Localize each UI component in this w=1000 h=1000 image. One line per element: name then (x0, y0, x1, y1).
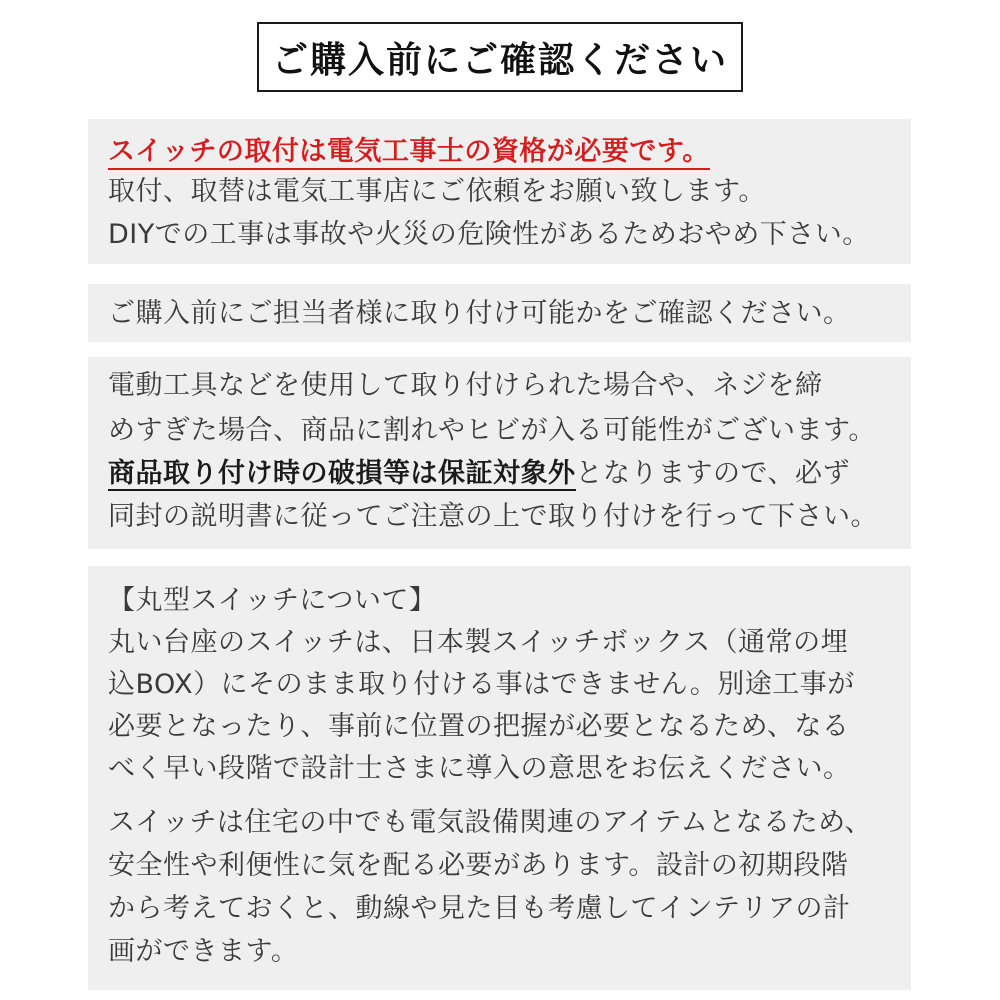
warranty-exclusion: 商品取り付け時の破損等は保証対象外 (108, 458, 576, 489)
round-switch-para1-line: 込BOX）にそのまま取り付ける事はできません。別途工事が (108, 669, 855, 700)
license-warning: スイッチの取付は電気工事士の資格が必要です。 (108, 136, 710, 170)
license-warning-line (108, 134, 710, 170)
confirm-installation-panel (88, 284, 911, 342)
damage-notice-line-1: 電動工具などを使用して取り付けられた場合や、ネジを締 (108, 370, 823, 401)
round-switch-para1-line: 必要となったり、事前に位置の把握が必要となるため、なる (108, 711, 850, 742)
damage-notice-line-4: 同封の説明書に従ってご注意の上で取り付けを行って下さい。 (108, 501, 878, 532)
round-switch-heading: 【丸型スイッチについて】 (108, 585, 437, 616)
damage-notice-line-2: めすぎた場合、商品に割れやヒビが入る可能性がございます。 (108, 415, 876, 446)
damage-notice-line-3-rest: となりますので、必ず (575, 458, 850, 489)
round-switch-panel (88, 566, 911, 990)
round-switch-para2-line: から考えておくと、動線や見た目も考慮してインテリアの計 (108, 893, 851, 924)
damage-notice-line-3 (108, 456, 850, 492)
round-switch-para1-line: 丸い台座のスイッチは、日本製スイッチボックス（通常の埋 (108, 627, 849, 658)
damage-notice-panel (88, 357, 911, 549)
confirm-installation-text: ご購入前にご担当者様に取り付け可能かをご確認ください。 (108, 298, 851, 329)
license-notice-panel (88, 119, 911, 264)
installation-request-text: 取付、取替は電気工事店にご依頼をお願い致します。 (108, 176, 766, 207)
round-switch-para1-line: べく早い段階で設計士さまに導入の意思をお伝えください。 (108, 753, 851, 784)
title-box (257, 22, 743, 92)
page-title: ご購入前にご確認ください (271, 39, 728, 81)
round-switch-para2-line: スイッチは住宅の中でも電気設備関連のアイテムとなるため、 (108, 807, 873, 838)
round-switch-para2-line: 画ができます。 (108, 936, 299, 967)
round-switch-para2-line: 安全性や利便性に気を配る必要があります。設計の初期段階 (108, 850, 849, 881)
diy-warning-text: DIYでの工事は事故や火災の危険性があるためおやめ下さい。 (108, 219, 870, 250)
